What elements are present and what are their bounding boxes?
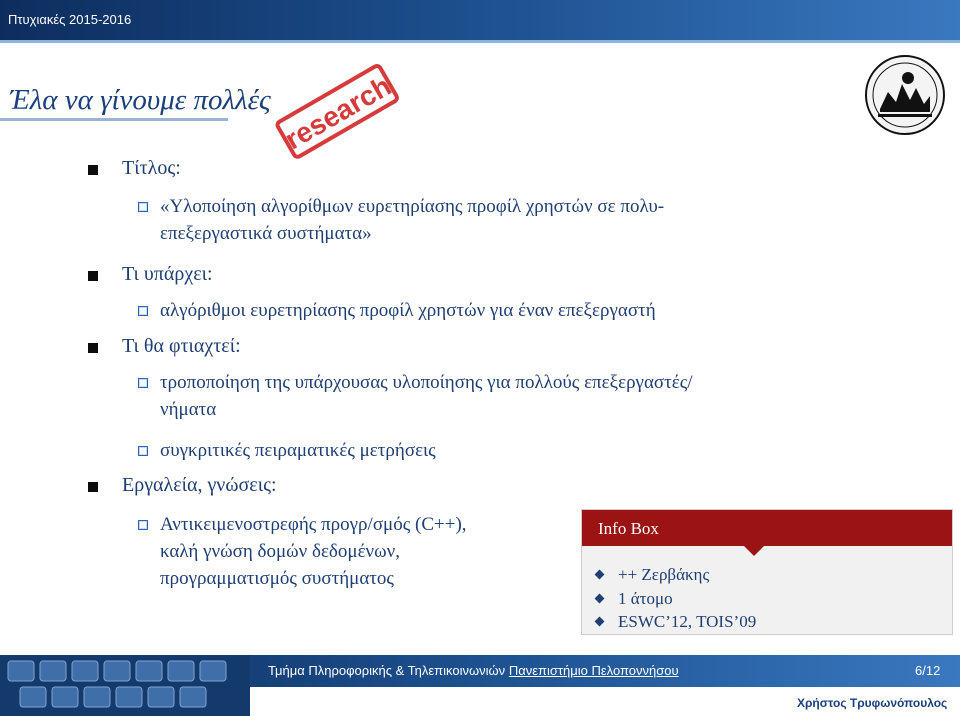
sub-bullet-exists-line-1: αλγόριθμοι ευρετηρίασης προφίλ χρηστών για έναν επεξεργαστή [160, 300, 656, 321]
info-item-count: 1 άτομο [618, 589, 673, 608]
sub-bullet-tools-line-2: καλή γνώση δομών δεδομένων, [160, 541, 400, 562]
header-bar [0, 0, 960, 40]
bullet-build-label: Τι θα φτιαχτεί: [122, 335, 241, 357]
page-number: 6/12 [915, 663, 941, 678]
info-box-title: Info Box [598, 519, 659, 538]
university-seal-icon [864, 54, 946, 136]
sub-bullet-measurements: συγκριτικές πειραματικές μετρήσεις [160, 440, 436, 461]
research-stamp-icon [270, 60, 405, 170]
info-item-diamond [595, 594, 605, 604]
course-label: Πτυχιακές 2015-2016 [8, 12, 132, 27]
bullet-tools-label: Εργαλεία, γνώσεις: [122, 474, 277, 496]
slide-title: Έλα να γίνουμε πολλές [10, 84, 271, 116]
sub-bullet-square [138, 202, 148, 212]
bullet-square-3 [88, 343, 98, 353]
bullet-square-2 [88, 271, 98, 281]
sub-bullet-square [138, 306, 148, 316]
header-stripe [0, 40, 960, 43]
bullet-title-label: Τίτλος: [122, 157, 181, 179]
footer-author: Χρήστος Τρυφωνόπουλος [797, 696, 948, 710]
footer-department: Τμήμα Πληροφορικής & Τηλεπικοινωνιών [268, 663, 506, 678]
info-box-notch [744, 546, 764, 556]
info-item-people: ++ Ζερβάκης [618, 565, 710, 584]
info-item-diamond [595, 570, 605, 580]
bullet-exists-label: Τι υπάρχει: [122, 263, 213, 285]
footer-university: Πανεπιστήμιο Πελοποννήσου [508, 663, 679, 678]
sub-bullet-tools-line-3: προγραμματισμός συστήματος [160, 568, 394, 589]
info-box [581, 509, 953, 635]
sub-bullet-tools-line-1: Αντικειμενοστρεφής προγρ/σμός (C++), [160, 514, 467, 535]
sub-bullet-square [138, 446, 148, 456]
info-item-venues: ESWC’12, TOIS’09 [618, 612, 757, 631]
sub-bullet-square [138, 378, 148, 388]
footer-institution [268, 663, 679, 678]
info-box-header [582, 510, 952, 546]
sub-bullet-square [138, 520, 148, 530]
keyboard-photo-icon [0, 655, 250, 716]
title-underline [0, 118, 228, 121]
sub-bullet-title-line-2: επεξεργαστικά συστήματα» [160, 223, 372, 244]
bullet-square-1 [88, 165, 98, 175]
info-item-diamond [595, 617, 605, 627]
sub-bullet-build-line-2: νήματα [160, 399, 217, 420]
sub-bullet-title-line-1: «Υλοποίηση αλγορίθμων ευρετηρίασης προφίλ χρηστών σε πολυ- [160, 196, 665, 217]
sub-bullet-build-line-1: τροποποίηση της υπάρχουσας υλοποίησης για πολλούς επεξεργαστές/ [160, 372, 693, 393]
bullet-square-4 [88, 482, 98, 492]
stamp-text: research [279, 70, 397, 156]
